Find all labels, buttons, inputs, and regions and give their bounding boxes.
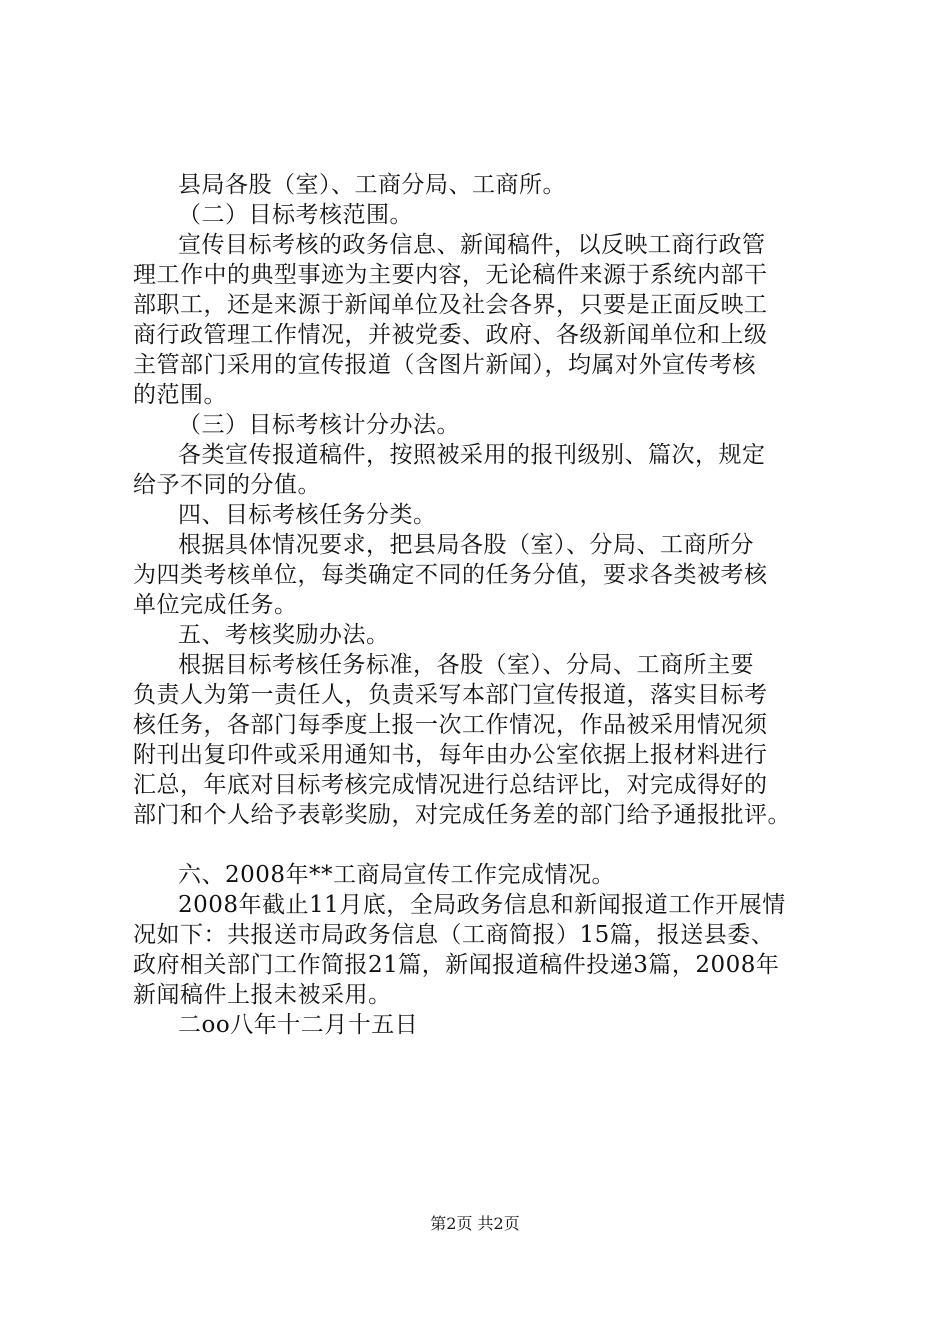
text-line: 2008年截止11月底，全局政务信息和新闻报道工作开展情 [178,892,786,918]
paragraph-gap [133,830,833,860]
text-line: 单位完成任务。 [133,592,298,618]
text-line: 政府相关部门工作简报21篇，新闻报道稿件投递3篇，2008年 [133,952,780,978]
text-line: 根据具体情况要求，把县局各股（室）、分局、工商所分 [178,532,754,558]
text-line: 的范围。 [133,382,227,408]
text-line: 为四类考核单位，每类确定不同的任务分值，要求各类被考核 [133,562,768,588]
text-line: 宣传目标考核的政务信息、新闻稿件，以反映工商行政管 [178,232,766,258]
page-number: 第2页 共2页 [430,1214,520,1233]
text-line: 部门和个人给予表彰奖励，对完成任务差的部门给予通报批评。 [133,802,791,828]
section-heading: （三）目标考核计分办法。 [178,412,460,438]
text-line: 县局各股（室）、工商分局、工商所。 [178,172,566,198]
text-line: 理工作中的典型事迹为主要内容，无论稿件来源于系统内部干 [133,262,768,288]
section-heading: 六、2008年**工商局宣传工作完成情况。 [178,862,616,888]
text-line: 况如下：共报送市局政务信息（工商简报）15篇，报送县委、 [133,922,775,948]
text-line: 给予不同的分值。 [133,472,321,498]
document-date: 二oo八年十二月十五日 [178,1012,419,1038]
text-line: 附刊出复印件或采用通知书，每年由办公室依据上报材料进行 [133,742,768,768]
section-heading: （二）目标考核范围。 [178,202,413,228]
text-line: 各类宣传报道稿件，按照被采用的报刊级别、篇次，规定 [178,442,766,468]
text-line: 负责人为第一责任人，负责采写本部门宣传报道，落实目标考 [133,682,768,708]
text-line: 部职工，还是来源于新闻单位及社会各界，只要是正面反映工 [133,292,768,318]
section-heading: 五、考核奖励办法。 [178,622,390,648]
text-line: 核任务，各部门每季度上报一次工作情况，作品被采用情况须 [133,712,768,738]
text-line: 商行政管理工作情况，并被党委、政府、各级新闻单位和上级 [133,322,768,348]
text-line: 汇总，年底对目标考核完成情况进行总结评比，对完成得好的 [133,772,768,798]
text-line: 新闻稿件上报未被采用。 [133,982,392,1008]
text-line: 主管部门采用的宣传报道（含图片新闻），均属对外宣传考核 [133,352,756,378]
document-body [133,170,833,1040]
section-heading: 四、目标考核任务分类。 [178,502,437,528]
text-line: 根据目标考核任务标准，各股（室）、分局、工商所主要 [178,652,754,678]
